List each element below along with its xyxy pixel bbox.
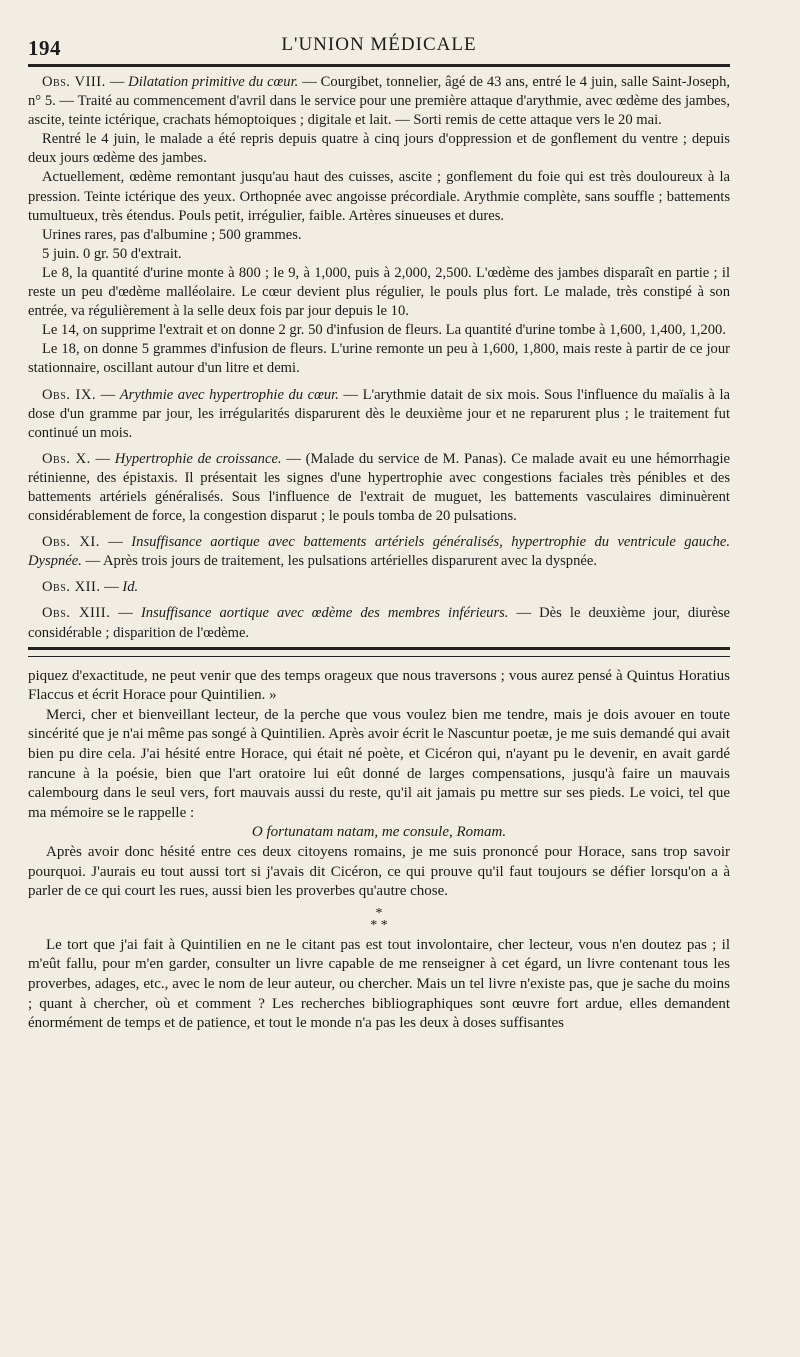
feuilleton-separator [28, 647, 730, 657]
obs-label: Obs. VIII. [42, 74, 106, 90]
paragraph: Après avoir donc hésité entre ces deux citoyens romains, je me suis prononcé pour Horace, sans trop savoir pourquoi. J'aurais eu tout aussi tort si j'avais dit Cicéron, ce qui prouve qu'il faut toujours se défier lorsqu'on a à parler de ce qui court les rues, aussi bien les proverbes qu'autre chose. [28, 843, 730, 900]
obs-ix: Obs. IX. — Arythmie avec hypertrophie du cœur. — L'arythmie datait de six mois. Sous l'influence du maïalis à la dose d'un gramme par jour, les irrégularités disparurent dès le deuxième jour et ne reparurent plus ; le traitement fut continué un mois. [28, 386, 730, 441]
header-rule [28, 64, 730, 67]
obs-label: Obs. XI. [42, 534, 100, 551]
obs-xi: Obs. XI. — Insuffisance aortique avec battements artériels généralisés, hypertrophie du ventricule gauche. Dyspnée. — Après trois jours de traitement, les pulsations artérielles disparurent avec la dyspnée. [28, 534, 730, 570]
obs-viii: Obs. VIII. — Dilatation primitive du cœur. — Courgibet, tonnelier, âgé de 43 ans, entré le 4 juin, salle Saint-Joseph, n° 5. — Traité au commencement d'avril dans le service pour une première attaque d'arythmie, avec œdème des jambes, ascite, teinte ictérique, crachats hémoptoiques ; digitale et lait. — Sorti remis de cette attaque vers le 20 mai. [28, 74, 731, 129]
observations-section [28, 73, 730, 643]
latin-verse: O fortunatam natam, me consule, Romam. [251, 824, 507, 841]
section-break [28, 905, 730, 933]
paragraph: Le 8, la quantité d'urine monte à 800 ; le 9, à 1,000, puis à 2,000, 2,500. L'œdème des jambes disparaît en partie ; il reste un peu d'œdème malléolaire. Le cœur devient plus régulier, le pouls plus fort. Le malade, très constipé à son entrée, va régulièrement à la selle deux fois par jour depuis le 10. [28, 264, 730, 320]
obs-text: — L'arythmie datait de six mois. Sous l'influence du maïalis à la dose d'un gramme par jour, les irrégularités disparurent dès le deuxième jour et ne reparurent plus ; le traitement fut continué un mois. [28, 386, 730, 441]
feuilleton-section [28, 667, 730, 1034]
obs-text: — Après trois jours de traitement, les pulsations artérielles disparurent avec la dyspnée. [81, 553, 597, 570]
paragraph: Le tort que j'ai fait à Quintilien en ne le citant pas est tout involontaire, cher lecteur, vous n'en doutez pas ; il m'eût fallu, pour m'en garder, consulter un livre capable de me renseigner à cet égard, un livre contenant tous les proverbes, adages, etc., avec le nom de leur auteur, ou chercher. Mais un tel livre n'existe pas, que je sache du moins ; quant à chercher, où et comment ? Les recherches bibliographiques sont œuvre fort ardue, elles demandent énormément de temps et de patience, et tout le monde n'a pas les deux à doses suffisantes [28, 936, 730, 1032]
asterism-top: * [375, 905, 383, 921]
running-title: L'UNION MÉDICALE [281, 34, 477, 55]
obs-title: Insuffisance aortique avec œdème des membres inférieurs. [140, 605, 509, 622]
obs-title: Insuffisance aortique avec battements artériels généralisés, hypertrophie du ventricule gauche. Dyspnée. [28, 534, 730, 570]
page-number: 194 [28, 36, 61, 60]
obs-text: — Dès le deuxième jour, diurèse considérable ; disparition de l'œdème. [28, 605, 731, 641]
page-header [28, 28, 730, 62]
paragraph: Urines rares, pas d'albumine ; 500 grammes. [42, 226, 302, 243]
obs-title: Hypertrophie de croissance. [114, 450, 282, 467]
separator-thick-rule [28, 647, 730, 650]
obs-label: Obs. XIII. [42, 605, 111, 622]
obs-text: — (Malade du service de M. Panas). Ce malade avait eu une hémorrhagie rétinienne, des épistaxis. Il présentait les signes d'une hypertrophie avec congestions faciales très pénibles et des battements artériels généralisés. Sous l'influence de l'extrait de muguet, les battements vasculaires diminuèrent considérablement de force, la congestion disparut ; le pouls tomba de 20 pulsations. [28, 450, 730, 525]
obs-text: — Courgibet, tonnelier, âgé de 43 ans, entré le 4 juin, salle Saint-Joseph, n° 5. — Traité au commencement d'avril dans le service pour une première attaque d'arythmie, avec œdème des jambes, ascite, teinte ictérique, crachats hémoptoiques ; digitale et lait. — Sorti remis de cette attaque vers le 20 mai. [28, 74, 731, 129]
obs-xiii: Obs. XIII. — Insuffisance aortique avec œdème des membres inférieurs. — Dès le deuxième jour, diurèse considérable ; disparition de l'œdème. [28, 605, 731, 641]
paragraph: Le 14, on supprime l'extrait et on donne 2 gr. 50 d'infusion de fleurs. La quantité d'urine tombe à 1,600, 1,400, 1,200. [42, 322, 726, 339]
obs-label: Obs. XII. [42, 579, 101, 596]
paragraph: Actuellement, œdème remontant jusqu'au haut des cuisses, ascite ; gonflement du foie qui est très douloureux à la pression. Teinte ictérique des yeux. Orthopnée avec angoisse précordiale. Arythmie complète, sans souffle ; battements tumultueux, très étendus. Pouls petit, irrégulier, faible. Artères sinueuses et dures. [28, 169, 730, 224]
separator-thin-rule [28, 656, 730, 657]
paragraph: Le 18, on donne 5 grammes d'infusion de fleurs. L'urine remonte un peu à 1,600, 1,800, mais reste à partir de ce jour stationnaire, oscillant autour d'un litre et demi. [28, 341, 730, 377]
paragraph: piquez d'exactitude, ne peut venir que des temps orageux que nous traversons ; vous aurez pensé à Quintus Horatius Flaccus et écrit Horace pour Quintilien. » [28, 667, 730, 704]
obs-title: Id. [122, 579, 139, 596]
obs-title: Dilatation primitive du cœur. [128, 74, 299, 90]
obs-label: Obs. X. [42, 450, 91, 467]
obs-label: Obs. IX. [42, 386, 97, 403]
asterism-bottom: * * [370, 917, 388, 933]
paragraph: Merci, cher et bienveillant lecteur, de la perche que vous voulez bien me tendre, mais je dois avouer en toute sincérité que je n'ai même pas songé à Quintilien. Après avoir écrit le Nascuntur poetæ, je me suis demandé qui avait bien pu dire cela. J'ai hésité entre Horace, qui était né poète, et Cicéron qui, n'ayant pu le devenir, en avait gardé rancune à la poésie, bien que l'art oratoire lui eût donné de larges compensations, jusqu'à faire un mauvais calembourg dans le seul vers, fort mauvais aussi du reste, qu'il ait jamais pu mettre sur ses pieds. Le voici, tel que ma mémoire se le rappelle : [28, 706, 730, 821]
obs-title: Arythmie avec hypertrophie du cœur. [119, 386, 339, 403]
obs-x: Obs. X. — Hypertrophie de croissance. — (Malade du service de M. Panas). Ce malade avait eu une hémorrhagie rétinienne, des épistaxis. Il présentait les signes d'une hypertrophie avec congestions faciales très pénibles et des battements artériels généralisés. Sous l'influence de l'extrait de muguet, les battements vasculaires diminuèrent considérablement de force, la congestion disparut ; le pouls tomba de 20 pulsations. [28, 450, 730, 525]
paragraph: Rentré le 4 juin, le malade a été repris depuis quatre à cinq jours d'oppression et de gonflement du ventre ; depuis deux jours œdème des jambes. [28, 131, 730, 167]
paragraph: 5 juin. 0 gr. 50 d'extrait. [42, 245, 182, 262]
obs-xii: Obs. XII. — Id. [42, 579, 139, 596]
